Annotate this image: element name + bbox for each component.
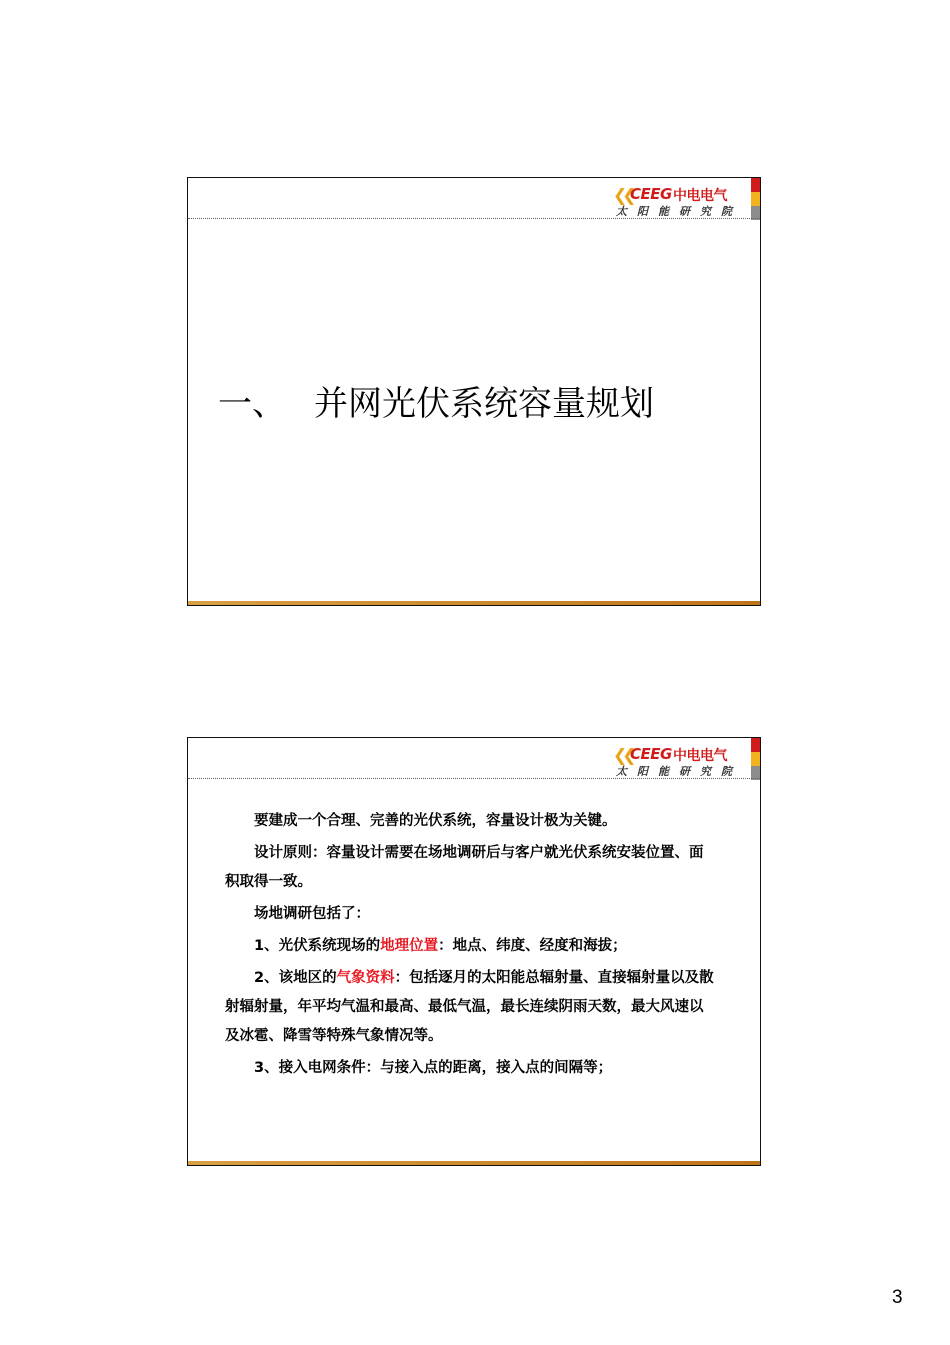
logo-chevrons: ❮❮ [613, 746, 632, 766]
slide-header [188, 738, 760, 780]
logo-name: 中电电气 [673, 748, 727, 764]
paragraph-item-1 [225, 932, 717, 961]
slide-header [188, 178, 760, 220]
bottom-bar [188, 1161, 760, 1165]
section-title: 并网光伏系统容量规划 [314, 384, 654, 424]
item-1-prefix: 1、光伏系统现场的 [254, 938, 381, 954]
header-divider [188, 778, 760, 779]
logo-subtitle: 太阳能研究院 [616, 205, 742, 218]
logo-name: 中电电气 [673, 188, 727, 204]
paragraph-survey: 场地调研包括了： [254, 906, 370, 922]
ceeg-logo [613, 184, 743, 218]
page-number: 3 [892, 1287, 903, 1308]
item-1-highlight: 地理位置 [380, 938, 439, 954]
paragraph-intro: 要建成一个合理、完善的光伏系统，容量设计极为关键。 [254, 813, 617, 829]
logo-chevrons: ❮❮ [613, 186, 632, 206]
paragraph-item-3: 3、接入电网条件：与接入点的距离，接入点的间隔等； [254, 1060, 613, 1076]
item-1-text: ：地点、纬度、经度和海拔； [438, 938, 627, 954]
paragraph-item-2 [225, 964, 717, 1051]
slide-1 [187, 177, 761, 606]
item-2-highlight: 气象资料 [336, 970, 395, 986]
slide-body [225, 807, 717, 1086]
color-bar [751, 738, 760, 780]
item-2-prefix: 2、该地区的 [254, 970, 337, 986]
ceeg-logo [613, 744, 743, 778]
slide-title [218, 376, 654, 425]
slide-2 [187, 737, 761, 1166]
item-2-text: ：包括逐月的太阳能总辐射量、直接辐射量以及散射辐射量，年平均气温和最高、最低气温，最长连续阴雨天数，最大风速以及冰雹、降雪等特殊气象情况等。 [225, 970, 714, 1044]
logo-brand: CEEG [630, 185, 672, 203]
bottom-bar [188, 601, 760, 605]
logo-subtitle: 太阳能研究院 [616, 765, 742, 778]
paragraph-principle: 设计原则：容量设计需要在场地调研后与客户就光伏系统安装位置、面积取得一致。 [225, 845, 704, 890]
section-number: 一、 [218, 384, 286, 424]
header-divider [188, 218, 760, 219]
logo-brand: CEEG [630, 745, 672, 763]
color-bar [751, 178, 760, 220]
